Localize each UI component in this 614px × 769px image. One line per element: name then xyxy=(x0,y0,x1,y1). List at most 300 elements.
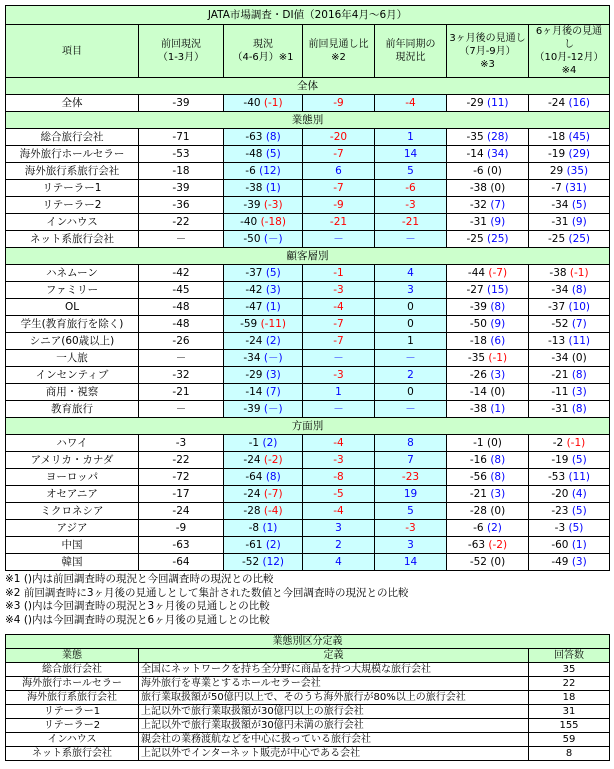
outlook-3m-value: -26 xyxy=(469,368,487,381)
prev-value: -32 xyxy=(139,367,224,384)
prev-outlook-diff: － xyxy=(303,231,375,248)
prev-outlook-diff: -3 xyxy=(303,282,375,299)
outlook-6m-value: -11 xyxy=(551,385,569,398)
outlook-6m-cell xyxy=(529,265,610,282)
yoy-diff: 4 xyxy=(375,265,447,282)
current-cell xyxy=(224,384,303,401)
row-label: アメリカ・カナダ xyxy=(6,452,139,469)
outlook-3m-cell xyxy=(447,503,529,520)
current-value: -59 xyxy=(240,317,258,330)
outlook-3m-cell xyxy=(447,350,529,367)
outlook-3m-cell xyxy=(447,265,529,282)
outlook-3m-cell xyxy=(447,316,529,333)
row-label: インハウス xyxy=(6,214,139,231)
outlook-6m-value: -24 xyxy=(547,96,566,109)
prev-outlook-diff: 4 xyxy=(303,554,375,571)
row-label: 中国 xyxy=(6,537,139,554)
row-label: 海外旅行系旅行会社 xyxy=(6,163,139,180)
outlook-6m-cell xyxy=(529,146,610,163)
table-row xyxy=(6,503,610,520)
prev-outlook-diff: -7 xyxy=(303,333,375,350)
prev-value: -26 xyxy=(139,333,224,350)
table-row xyxy=(6,401,610,418)
current-cell xyxy=(224,197,303,214)
prev-outlook-diff: -3 xyxy=(303,452,375,469)
outlook-3m-value: -29 xyxy=(466,96,484,109)
outlook-6m-diff: (3) xyxy=(571,385,587,398)
outlook-3m-diff: (0) xyxy=(490,385,506,398)
row-label: シニア(60歳以上) xyxy=(6,333,139,350)
current-cell xyxy=(224,180,303,197)
current-value: -39 xyxy=(243,198,261,211)
prev-outlook-diff: -21 xyxy=(303,214,375,231)
yoy-diff: 0 xyxy=(375,384,447,401)
yoy-diff: 0 xyxy=(375,299,447,316)
outlook-3m-diff: (3) xyxy=(490,487,506,500)
definition-table xyxy=(5,634,610,761)
yoy-diff: -3 xyxy=(375,197,447,214)
current-value: -28 xyxy=(243,504,261,517)
section-header: 業態別 xyxy=(6,112,610,129)
outlook-6m-value: -60 xyxy=(551,538,569,551)
prev-value: -39 xyxy=(139,180,224,197)
current-cell xyxy=(224,231,303,248)
current-cell xyxy=(224,333,303,350)
column-header: 前回見通し比 ※2 xyxy=(303,25,375,78)
column-header: 現況 （4-6月）※1 xyxy=(224,25,303,78)
outlook-3m-diff: (3) xyxy=(490,368,506,381)
table-title: JATA市場調査・DI値（2016年4月～6月） xyxy=(6,6,610,25)
current-cell xyxy=(224,265,303,282)
current-value: -24 xyxy=(243,453,261,466)
outlook-6m-cell xyxy=(529,231,610,248)
section-header: 方面別 xyxy=(6,418,610,435)
outlook-3m-cell xyxy=(447,554,529,571)
table-row xyxy=(6,197,610,214)
prev-value: -22 xyxy=(139,452,224,469)
outlook-3m-value: -63 xyxy=(467,538,486,551)
yoy-diff: 0 xyxy=(375,316,447,333)
outlook-3m-value: -6 xyxy=(473,521,484,534)
outlook-3m-diff: (0) xyxy=(490,504,506,517)
table-row xyxy=(6,265,610,282)
current-diff: (3) xyxy=(265,368,281,381)
current-cell xyxy=(224,469,303,486)
outlook-3m-cell xyxy=(447,452,529,469)
outlook-6m-diff: (35) xyxy=(566,164,589,177)
current-diff: (7) xyxy=(265,385,281,398)
prev-value: -45 xyxy=(139,282,224,299)
outlook-6m-value: -34 xyxy=(551,198,569,211)
row-label: ファミリー xyxy=(6,282,139,299)
outlook-6m-diff: (4) xyxy=(571,487,587,500)
outlook-3m-value: -32 xyxy=(469,198,487,211)
business-type: 海外旅行系旅行会社 xyxy=(6,691,139,705)
current-diff: (1) xyxy=(262,521,278,534)
row-label: ハネムーン xyxy=(6,265,139,282)
prev-value: -48 xyxy=(139,316,224,333)
table-row xyxy=(6,469,610,486)
outlook-3m-cell xyxy=(447,95,529,112)
prev-outlook-diff: -7 xyxy=(303,146,375,163)
definition-row xyxy=(6,719,610,733)
table-row xyxy=(6,486,610,503)
outlook-6m-value: -25 xyxy=(547,232,566,245)
prev-value: -53 xyxy=(139,146,224,163)
row-label: 商用・視察 xyxy=(6,384,139,401)
outlook-3m-value: -6 xyxy=(473,164,484,177)
row-label: ネット系旅行会社 xyxy=(6,231,139,248)
outlook-6m-diff: (45) xyxy=(568,130,591,143)
yoy-diff: -21 xyxy=(375,214,447,231)
outlook-6m-diff: (29) xyxy=(568,147,591,160)
outlook-3m-diff: (0) xyxy=(486,164,502,177)
table-row xyxy=(6,520,610,537)
current-value: -40 xyxy=(240,215,258,228)
outlook-6m-diff: (11) xyxy=(568,334,591,347)
table-row xyxy=(6,316,610,333)
outlook-3m-value: -21 xyxy=(469,487,487,500)
current-diff: (12) xyxy=(259,164,281,177)
outlook-6m-diff: (8) xyxy=(571,402,587,415)
outlook-3m-value: -14 xyxy=(466,147,484,160)
yoy-diff: -6 xyxy=(375,180,447,197)
footnote: ※4 ()内は今回調査時の現況と6ヶ月後の見通しとの比較 xyxy=(5,613,270,626)
outlook-3m-cell xyxy=(447,537,529,554)
current-cell xyxy=(224,554,303,571)
outlook-6m-diff: (5) xyxy=(571,198,587,211)
prev-outlook-diff: -4 xyxy=(303,299,375,316)
prev-value: -36 xyxy=(139,197,224,214)
yoy-diff: -4 xyxy=(375,95,447,112)
definition-row xyxy=(6,663,610,677)
business-definition: 海外旅行を専業とするホールセラー会社 xyxy=(139,677,529,691)
outlook-6m-diff: (5) xyxy=(568,521,584,534)
footnote: ※2 前回調査時に3ヶ月後の見通しとして集計された数値と今回調査時の現況との比較 xyxy=(5,586,409,599)
outlook-6m-diff: (7) xyxy=(571,317,587,330)
definition-row xyxy=(6,705,610,719)
table-row xyxy=(6,146,610,163)
current-diff: (2) xyxy=(262,436,278,449)
outlook-6m-value: -7 xyxy=(551,181,562,194)
outlook-3m-cell xyxy=(447,520,529,537)
current-diff: (1) xyxy=(265,300,281,313)
outlook-6m-cell xyxy=(529,282,610,299)
outlook-6m-diff: (-1) xyxy=(569,266,589,279)
outlook-6m-value: -23 xyxy=(551,504,569,517)
prev-outlook-diff: -1 xyxy=(303,265,375,282)
table-row xyxy=(6,333,610,350)
yoy-diff: 1 xyxy=(375,333,447,350)
current-value: -14 xyxy=(245,385,263,398)
section-header: 全体 xyxy=(6,78,610,95)
yoy-diff: 1 xyxy=(375,129,447,146)
business-type: 総合旅行会社 xyxy=(6,663,139,677)
outlook-3m-diff: (8) xyxy=(490,300,506,313)
prev-value: -21 xyxy=(139,384,224,401)
outlook-3m-value: -28 xyxy=(469,504,487,517)
outlook-6m-cell xyxy=(529,180,610,197)
yoy-diff: － xyxy=(375,231,447,248)
prev-outlook-diff: -4 xyxy=(303,503,375,520)
outlook-6m-diff: (8) xyxy=(571,368,587,381)
current-cell xyxy=(224,486,303,503)
prev-value: -18 xyxy=(139,163,224,180)
outlook-6m-cell xyxy=(529,452,610,469)
yoy-diff: 5 xyxy=(375,163,447,180)
outlook-3m-cell xyxy=(447,146,529,163)
prev-value: -48 xyxy=(139,299,224,316)
prev-value: － xyxy=(139,401,224,418)
current-cell xyxy=(224,163,303,180)
response-count: 35 xyxy=(529,663,610,677)
outlook-3m-diff: (15) xyxy=(486,283,509,296)
prev-outlook-diff: -5 xyxy=(303,486,375,503)
outlook-6m-value: -53 xyxy=(547,470,566,483)
outlook-6m-cell xyxy=(529,384,610,401)
outlook-6m-cell xyxy=(529,486,610,503)
yoy-diff: 7 xyxy=(375,452,447,469)
column-header: 項目 xyxy=(6,25,139,78)
outlook-6m-diff: (9) xyxy=(571,215,587,228)
current-diff: (-18) xyxy=(260,215,286,228)
table-row xyxy=(6,537,610,554)
footnote: ※3 ()内は今回調査時の現況と3ヶ月後の見通しとの比較 xyxy=(5,600,270,612)
yoy-diff: 14 xyxy=(375,146,447,163)
current-value: -29 xyxy=(245,368,263,381)
outlook-6m-value: -52 xyxy=(551,317,569,330)
outlook-6m-value: -34 xyxy=(551,283,569,296)
outlook-6m-value: -34 xyxy=(551,351,569,364)
current-diff: (-1) xyxy=(263,96,283,109)
outlook-3m-diff: (0) xyxy=(486,436,502,449)
column-header: 6ヶ月後の見通し （10月-12月） ※4 xyxy=(529,25,610,78)
business-type: リテーラー2 xyxy=(6,719,139,733)
prev-value: -24 xyxy=(139,503,224,520)
current-value: -47 xyxy=(245,300,263,313)
outlook-3m-cell xyxy=(447,333,529,350)
outlook-3m-diff: (9) xyxy=(490,215,506,228)
current-value: -40 xyxy=(243,96,261,109)
prev-value: -72 xyxy=(139,469,224,486)
outlook-3m-cell xyxy=(447,282,529,299)
current-diff: (12) xyxy=(262,555,285,568)
current-diff: (8) xyxy=(265,130,281,143)
yoy-diff: 8 xyxy=(375,435,447,452)
business-definition: 上記以外で旅行業取扱額が30億円以上の旅行会社 xyxy=(139,705,529,719)
outlook-3m-diff: (34) xyxy=(486,147,509,160)
outlook-6m-diff: (10) xyxy=(568,300,591,313)
outlook-6m-value: -3 xyxy=(554,521,566,534)
current-cell xyxy=(224,367,303,384)
outlook-6m-value: -37 xyxy=(547,300,566,313)
outlook-6m-diff: (31) xyxy=(565,181,587,194)
current-value: -24 xyxy=(243,487,261,500)
definition-column-header: 業態 xyxy=(6,649,139,663)
definition-row xyxy=(6,677,610,691)
table-row xyxy=(6,231,610,248)
outlook-3m-cell xyxy=(447,129,529,146)
prev-outlook-diff: -7 xyxy=(303,180,375,197)
response-count: 22 xyxy=(529,677,610,691)
outlook-3m-diff: (2) xyxy=(486,521,502,534)
outlook-6m-value: -31 xyxy=(551,215,569,228)
current-cell xyxy=(224,146,303,163)
outlook-3m-diff: (6) xyxy=(490,334,506,347)
current-diff: (-4) xyxy=(263,504,283,517)
current-value: -34 xyxy=(243,351,261,364)
current-diff: (2) xyxy=(265,538,281,551)
outlook-3m-cell xyxy=(447,231,529,248)
current-diff: (3) xyxy=(265,283,281,296)
current-diff: (5) xyxy=(265,147,281,160)
current-cell xyxy=(224,95,303,112)
outlook-3m-cell xyxy=(447,214,529,231)
outlook-3m-cell xyxy=(447,163,529,180)
outlook-3m-diff: (-7) xyxy=(488,266,508,279)
outlook-3m-diff: (0) xyxy=(490,181,506,194)
table-row xyxy=(6,435,610,452)
current-value: -39 xyxy=(243,402,261,415)
table-row xyxy=(6,214,610,231)
yoy-diff: 2 xyxy=(375,367,447,384)
prev-value: -39 xyxy=(139,95,224,112)
row-label: リテーラー1 xyxy=(6,180,139,197)
definition-row xyxy=(6,691,610,705)
outlook-3m-diff: (-1) xyxy=(488,351,508,364)
outlook-3m-value: -25 xyxy=(466,232,484,245)
current-value: -61 xyxy=(245,538,263,551)
current-diff: (1) xyxy=(265,181,281,194)
outlook-3m-value: -1 xyxy=(473,436,484,449)
outlook-6m-cell xyxy=(529,129,610,146)
outlook-3m-diff: (1) xyxy=(490,402,506,415)
outlook-3m-value: -31 xyxy=(469,215,487,228)
outlook-6m-cell xyxy=(529,333,610,350)
outlook-3m-cell xyxy=(447,435,529,452)
prev-outlook-diff: － xyxy=(303,401,375,418)
yoy-diff: 3 xyxy=(375,282,447,299)
current-value: -1 xyxy=(248,436,260,449)
outlook-6m-value: -19 xyxy=(547,147,566,160)
outlook-6m-cell xyxy=(529,95,610,112)
outlook-3m-cell xyxy=(447,469,529,486)
outlook-3m-cell xyxy=(447,299,529,316)
outlook-3m-diff: (7) xyxy=(490,198,506,211)
current-value: -24 xyxy=(245,334,263,347)
prev-value: － xyxy=(139,231,224,248)
outlook-6m-cell xyxy=(529,435,610,452)
current-cell xyxy=(224,282,303,299)
current-cell xyxy=(224,452,303,469)
outlook-3m-value: -38 xyxy=(469,402,487,415)
prev-value: -63 xyxy=(139,537,224,554)
column-header: 3ヶ月後の見通し （7月-9月） ※3 xyxy=(447,25,529,78)
prev-outlook-diff: -3 xyxy=(303,367,375,384)
response-count: 18 xyxy=(529,691,610,705)
outlook-3m-value: -50 xyxy=(469,317,487,330)
current-value: -37 xyxy=(245,266,263,279)
row-label: 全体 xyxy=(6,95,139,112)
current-cell xyxy=(224,129,303,146)
row-label: 海外旅行ホールセラー xyxy=(6,146,139,163)
outlook-6m-diff: (8) xyxy=(571,283,587,296)
prev-outlook-diff: － xyxy=(303,350,375,367)
business-definition: 上記以外で旅行業取扱額が30億円未満の旅行会社 xyxy=(139,719,529,733)
outlook-6m-diff: (1) xyxy=(571,538,587,551)
current-cell xyxy=(224,350,303,367)
table-row xyxy=(6,163,610,180)
prev-value: -3 xyxy=(139,435,224,452)
yoy-diff: -3 xyxy=(375,520,447,537)
outlook-6m-diff: (5) xyxy=(571,453,587,466)
current-cell xyxy=(224,214,303,231)
outlook-6m-diff: (0) xyxy=(571,351,587,364)
outlook-3m-value: -14 xyxy=(469,385,487,398)
outlook-6m-value: -13 xyxy=(547,334,566,347)
response-count: 31 xyxy=(529,705,610,719)
table-row xyxy=(6,554,610,571)
column-header: 前回現況 （1-3月） xyxy=(139,25,224,78)
response-count: 59 xyxy=(529,733,610,747)
table-row xyxy=(6,367,610,384)
prev-value: － xyxy=(139,350,224,367)
row-label: ヨーロッパ xyxy=(6,469,139,486)
row-label: 韓国 xyxy=(6,554,139,571)
definition-column-header: 回答数 xyxy=(529,649,610,663)
outlook-3m-diff: (28) xyxy=(486,130,509,143)
yoy-diff: 5 xyxy=(375,503,447,520)
outlook-3m-value: -56 xyxy=(469,470,487,483)
prev-outlook-diff: -7 xyxy=(303,316,375,333)
report xyxy=(5,5,609,761)
response-count: 8 xyxy=(529,747,610,761)
current-diff: (8) xyxy=(265,470,281,483)
prev-value: -9 xyxy=(139,520,224,537)
outlook-3m-cell xyxy=(447,180,529,197)
current-cell xyxy=(224,520,303,537)
row-label: OL xyxy=(6,299,139,316)
outlook-6m-value: -2 xyxy=(552,436,564,449)
row-label: インセンティブ xyxy=(6,367,139,384)
current-value: -52 xyxy=(241,555,260,568)
business-type: インハウス xyxy=(6,733,139,747)
outlook-6m-cell xyxy=(529,299,610,316)
current-diff: (2) xyxy=(265,334,281,347)
outlook-3m-cell xyxy=(447,486,529,503)
current-cell xyxy=(224,299,303,316)
business-definition: 全国にネットワークを持ち全分野に商品を持つ大規模な旅行会社 xyxy=(139,663,529,677)
current-diff: (－) xyxy=(263,232,283,245)
footnotes xyxy=(5,573,609,627)
outlook-3m-cell xyxy=(447,367,529,384)
footnote: ※1 ()内は前回調査時の現況と今回調査時の現況との比較 xyxy=(5,573,274,585)
row-label: ミクロネシア xyxy=(6,503,139,520)
column-header: 前年同期の 現況比 xyxy=(375,25,447,78)
outlook-6m-value: 29 xyxy=(549,164,564,177)
row-label: アジア xyxy=(6,520,139,537)
outlook-6m-value: -19 xyxy=(551,453,569,466)
outlook-3m-value: -39 xyxy=(469,300,487,313)
current-value: -6 xyxy=(245,164,256,177)
prev-value: -42 xyxy=(139,265,224,282)
outlook-3m-value: -38 xyxy=(469,181,487,194)
outlook-3m-diff: (9) xyxy=(490,317,506,330)
prev-outlook-diff: -8 xyxy=(303,469,375,486)
current-value: -63 xyxy=(245,130,263,143)
row-label: 総合旅行会社 xyxy=(6,129,139,146)
business-definition: 旅行業取扱額が50億円以上で、そのうち海外旅行が80%以上の旅行会社 xyxy=(139,691,529,705)
